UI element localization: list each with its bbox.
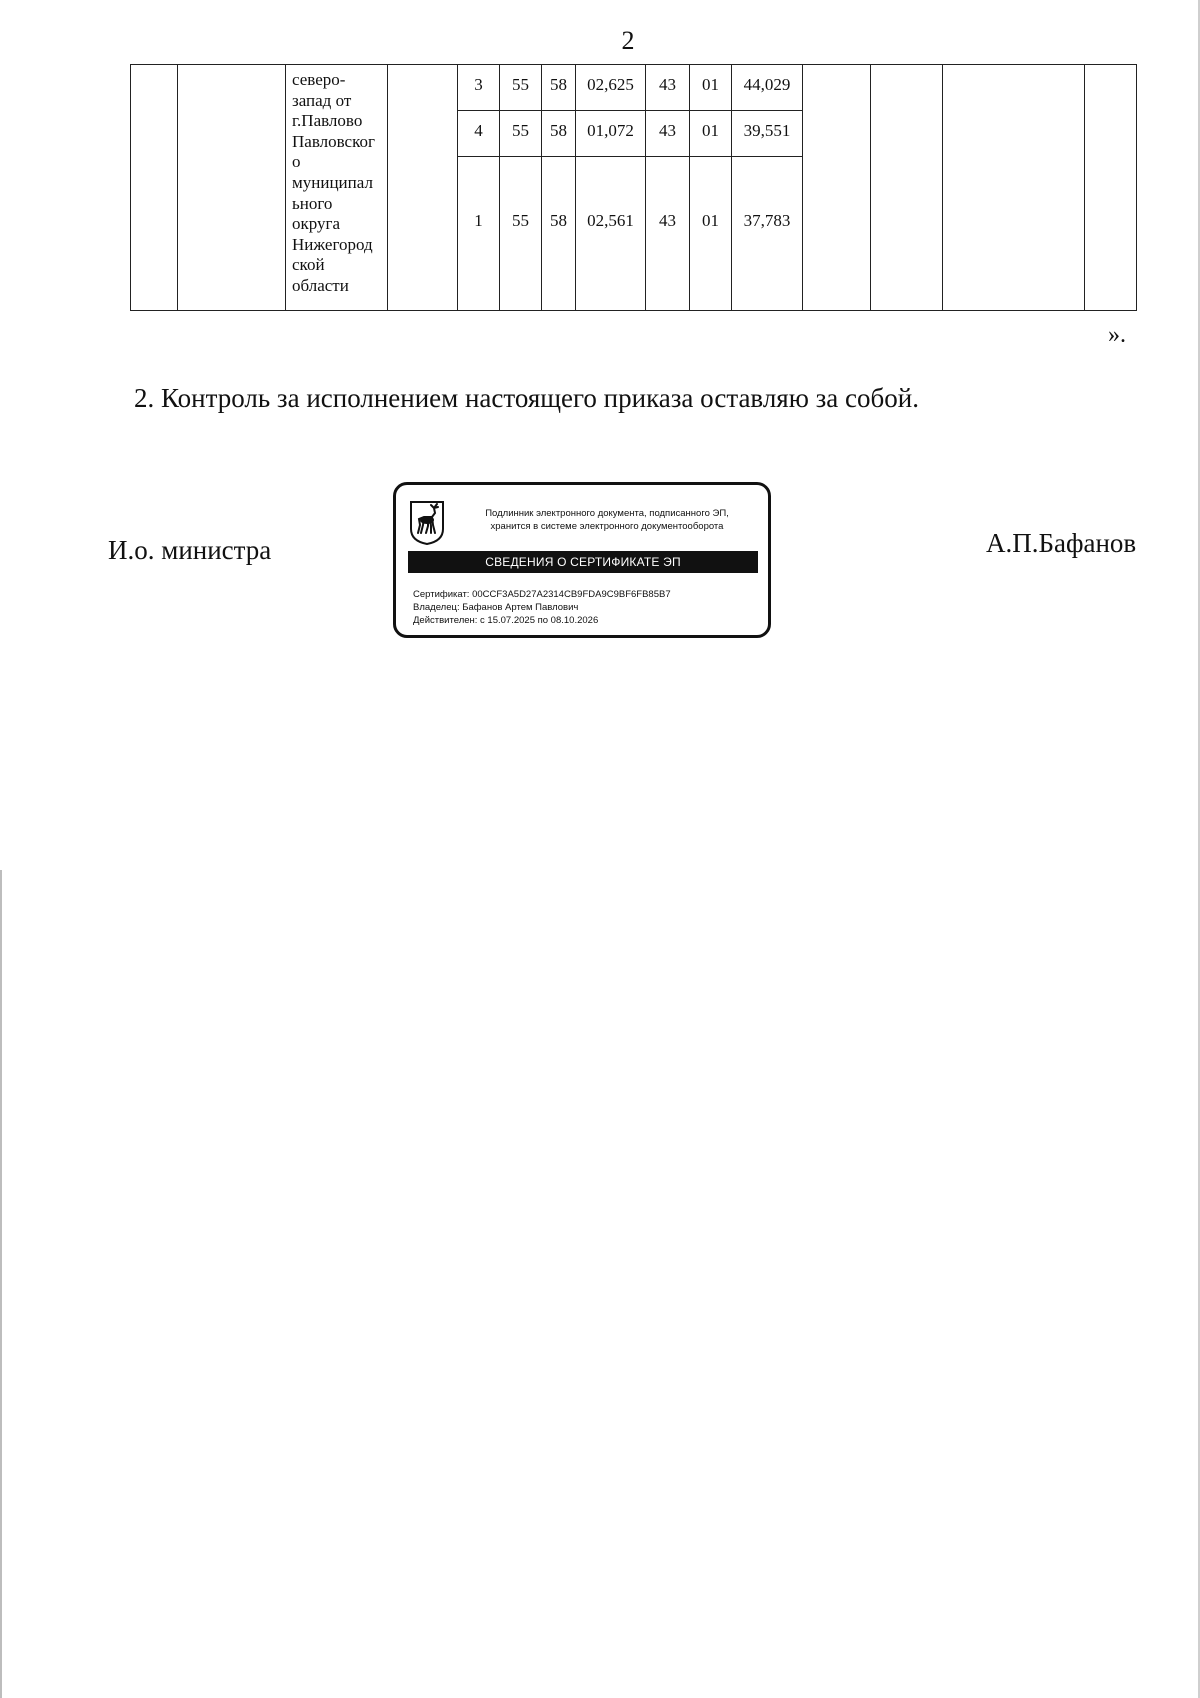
closing-quote: ». [1108, 322, 1126, 348]
empty-cell [131, 65, 178, 311]
stamp-note-line: Подлинник электронного документа, подписанного ЭП, [485, 508, 729, 519]
certificate-number: Сертификат: 00CCF3A5D27A2314CB9FDA9C9BF6FB85B7 [413, 589, 671, 600]
stamp-note-line: хранится в системе электронного документооборота [490, 521, 724, 532]
certificate-validity: Действителен: с 15.07.2025 по 08.10.2026 [413, 615, 599, 626]
location-line: муниципал [292, 172, 373, 192]
coordinates-table [130, 64, 1137, 311]
location-line: Павловског [292, 131, 375, 151]
point-number-cell: 1 [458, 157, 500, 311]
empty-cell [943, 65, 1085, 311]
lat-minutes-cell: 58 [542, 111, 576, 157]
deer-emblem-icon [408, 499, 446, 545]
lat-seconds-cell: 01,072 [576, 111, 646, 157]
empty-cell [1085, 65, 1137, 311]
lon-degrees-cell: 43 [646, 157, 690, 311]
location-line: запад от [292, 90, 352, 110]
location-line: области [292, 275, 349, 295]
point-number-cell: 3 [458, 65, 500, 111]
table-row [131, 65, 1137, 111]
e-signature-stamp [393, 482, 771, 638]
empty-cell [388, 65, 458, 311]
lat-minutes-cell: 58 [542, 65, 576, 111]
empty-cell [871, 65, 943, 311]
paragraph-2: 2. Контроль за исполнением настоящего приказа оставляю за собой. [134, 383, 919, 413]
lat-seconds-cell: 02,625 [576, 65, 646, 111]
stamp-note [452, 507, 762, 533]
lon-degrees-cell: 43 [646, 111, 690, 157]
location-line: ьного [292, 193, 333, 213]
lat-minutes-cell: 58 [542, 157, 576, 311]
lon-degrees-cell: 43 [646, 65, 690, 111]
location-line: о [292, 152, 301, 172]
lon-minutes-cell: 01 [690, 111, 732, 157]
page-number: 2 [621, 26, 635, 55]
lon-seconds-cell: 44,029 [732, 65, 803, 111]
point-number-cell: 4 [458, 111, 500, 157]
signatory-position: И.о. министра [108, 535, 272, 565]
lat-degrees-cell: 55 [500, 111, 542, 157]
lat-degrees-cell: 55 [500, 65, 542, 111]
lon-minutes-cell: 01 [690, 65, 732, 111]
location-description-cell [286, 65, 388, 311]
lon-seconds-cell: 37,783 [732, 157, 803, 311]
empty-cell [803, 65, 871, 311]
location-line: округа [292, 214, 341, 234]
certificate-owner: Владелец: Бафанов Артем Павлович [413, 602, 579, 613]
certificate-info [413, 588, 671, 627]
location-line: северо- [292, 70, 346, 89]
location-line: ской [292, 255, 325, 275]
signatory-name: А.П.Бафанов [986, 528, 1137, 558]
page-lower-area [0, 870, 1198, 1698]
location-line: Нижегород [292, 234, 373, 254]
lon-seconds-cell: 39,551 [732, 111, 803, 157]
lat-degrees-cell: 55 [500, 157, 542, 311]
empty-cell [178, 65, 286, 311]
stamp-header: СВЕДЕНИЯ О СЕРТИФИКАТЕ ЭП [408, 551, 758, 573]
lat-seconds-cell: 02,561 [576, 157, 646, 311]
location-line: г.Павлово [292, 111, 363, 131]
lon-minutes-cell: 01 [690, 157, 732, 311]
